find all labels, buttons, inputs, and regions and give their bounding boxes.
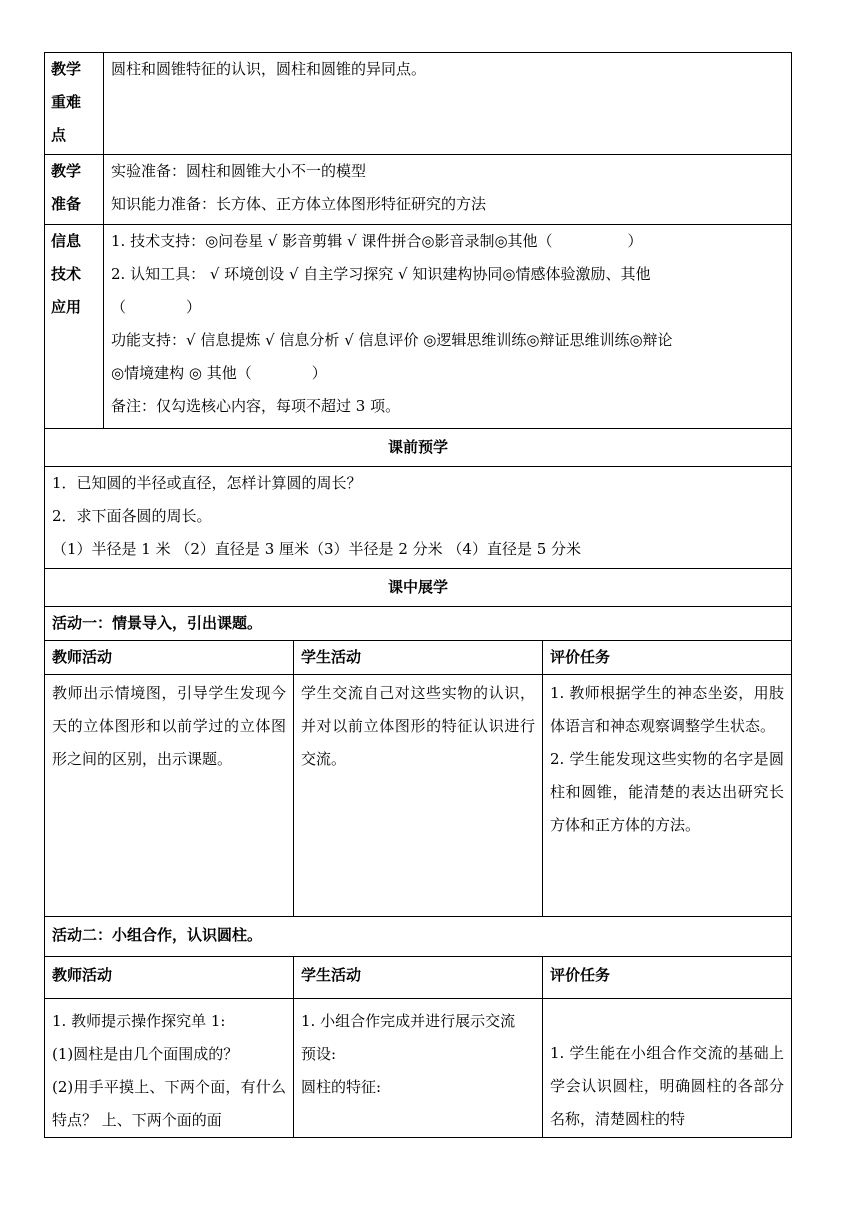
lesson-plan-page xyxy=(44,52,791,1138)
activity-two-evaluation-header: 评价任务 xyxy=(543,957,792,999)
activity-one-student-cell: 学生交流自己对这些实物的认识，并对以前立体图形的特征认识进行交流。 xyxy=(294,675,543,917)
preparation-content: 实验准备：圆柱和圆锥大小不一的模型 知识能力准备：长方体、正方体立体图形特征研究的方法 xyxy=(104,155,792,225)
activity-two-title-row xyxy=(45,917,792,957)
activity-two-body-row xyxy=(45,999,792,1138)
key-points-row xyxy=(45,53,792,155)
function-support-line-2: ◎情境建构 ◎ 其他（ ） xyxy=(111,364,327,382)
key-points-label: 教学 重难 点 xyxy=(45,53,104,155)
pre-class-content-row xyxy=(45,467,792,569)
cognitive-tools-other: （ ） xyxy=(111,298,202,316)
activity-two-title: 活动二：小组合作，认识圆柱。 xyxy=(45,917,792,957)
tech-support-line: 1. 技术支持：◎问卷星 √ 影音剪辑 √ 课件拼合◎影音录制◎其他（ ） xyxy=(111,232,643,250)
preparation-row xyxy=(45,155,792,225)
lesson-plan-table xyxy=(44,52,792,1138)
remarks-line: 备注：仅勾选核心内容，每项不超过 3 项。 xyxy=(111,397,401,415)
it-application-label: 信息 技术 应用 xyxy=(45,225,104,429)
activity-two-evaluation-cell: 1. 学生能在小组合作交流的基础上学会认识圆柱，明确圆柱的各部分名称，清楚圆柱的特 xyxy=(543,999,792,1138)
pre-class-heading: 课前预学 xyxy=(45,429,792,467)
pre-class-content: 1．已知圆的半径或直径，怎样计算圆的周长？ 2．求下面各圆的周长。 （1）半径是 1 米 （2）直径是 3 厘米（3）半径是 2 分米 （4）直径是 5 分米 xyxy=(45,467,792,569)
cognitive-tools-line: 2. 认知工具： √ 环境创设 √ 自主学习探究 √ 知识建构协同◎情感体验激励、其他 xyxy=(111,265,651,283)
preparation-label: 教学 准备 xyxy=(45,155,104,225)
it-application-content xyxy=(104,225,792,429)
activity-two-header-row xyxy=(45,957,792,999)
activity-one-title-row xyxy=(45,607,792,641)
it-application-row xyxy=(45,225,792,429)
pre-class-heading-row xyxy=(45,429,792,467)
activity-one-header-row xyxy=(45,641,792,675)
in-class-heading-row xyxy=(45,569,792,607)
in-class-heading: 课中展学 xyxy=(45,569,792,607)
activity-one-teacher-cell: 教师出示情境图，引导学生发现今天的立体图形和以前学过的立体图形之间的区别，出示课题。 xyxy=(45,675,294,917)
activity-one-evaluation-cell: 1. 教师根据学生的神态坐姿，用肢体语言和神态观察调整学生状态。 2. 学生能发现这些实物的名字是圆柱和圆锥，能清楚的表达出研究长方体和正方体的方法。 xyxy=(543,675,792,917)
activity-one-student-header: 学生活动 xyxy=(294,641,543,675)
key-points-content: 圆柱和圆锥特征的认识，圆柱和圆锥的异同点。 xyxy=(104,53,792,155)
activity-two-teacher-cell: 1. 教师提示操作探究单 1: (1)圆柱是由几个面围成的？ (2)用手平摸上、下两个面，有什么特点？ 上、下两个面的面 xyxy=(45,999,294,1138)
activity-two-student-cell: 1. 小组合作完成并进行展示交流 预设: 圆柱的特征: xyxy=(294,999,543,1138)
function-support-line: 功能支持：√ 信息提炼 √ 信息分析 √ 信息评价 ◎逻辑思维训练◎辩证思维训练◎辩论 xyxy=(111,331,673,349)
activity-one-body-row xyxy=(45,675,792,917)
activity-one-teacher-header: 教师活动 xyxy=(45,641,294,675)
activity-two-student-header: 学生活动 xyxy=(294,957,543,999)
activity-one-evaluation-header: 评价任务 xyxy=(543,641,792,675)
activity-two-teacher-header: 教师活动 xyxy=(45,957,294,999)
activity-one-title: 活动一：情景导入，引出课题。 xyxy=(45,607,792,641)
